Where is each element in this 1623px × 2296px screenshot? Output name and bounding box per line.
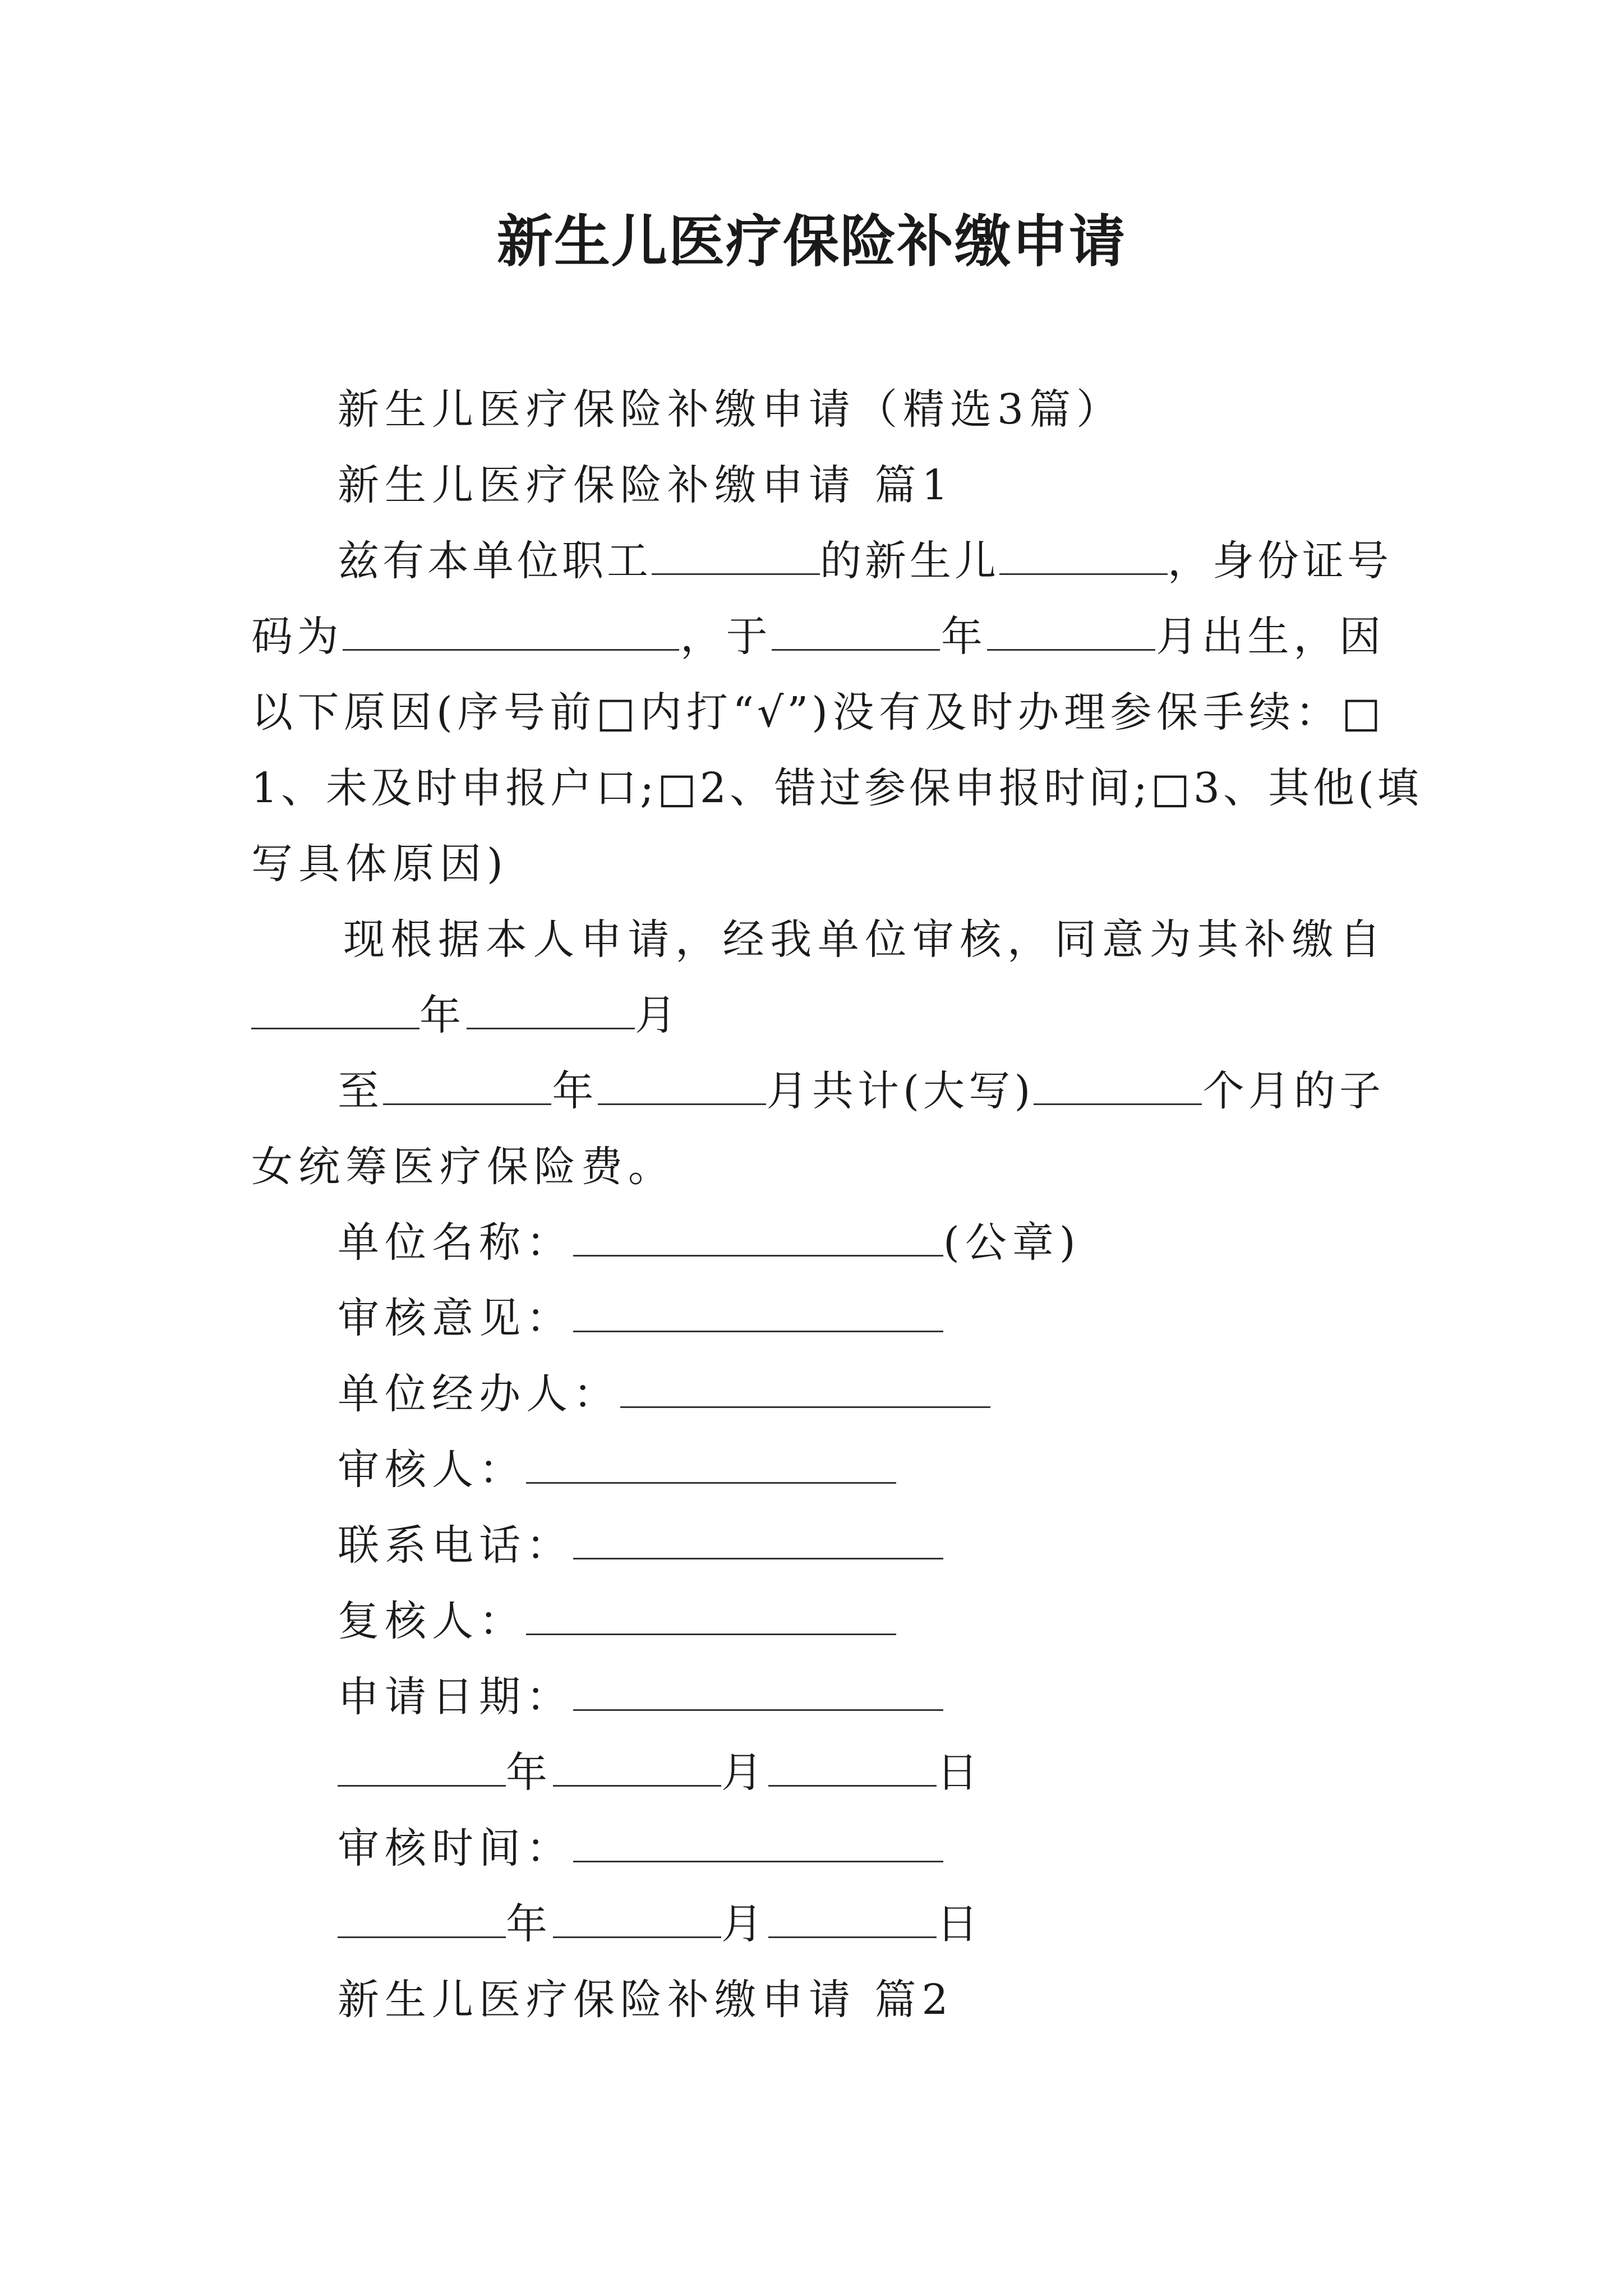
unit-name-row [338,1214,1081,1271]
apply-day-blank[interactable] [768,1745,937,1787]
month-count-blank[interactable] [1034,1063,1202,1105]
review-time-label: 审核时间： [338,1824,573,1872]
phone-blank[interactable] [573,1517,943,1559]
unit-name-blank[interactable] [573,1214,943,1257]
rechecker-row [338,1593,896,1649]
para1-line3: 以下原因(序号前□内打“√”)没有及时办理参保手续：□ [251,688,1384,737]
review-time-blank[interactable] [573,1820,943,1862]
apply-date-label: 申请日期： [338,1673,573,1721]
end-month-blank[interactable] [598,1063,766,1105]
para1-line4: 1、未及时申报户口;□2、错过参保申报时间;□3、其他(填 [251,764,1422,812]
end-year-blank[interactable] [383,1063,551,1105]
review-opinion-blank[interactable] [573,1290,943,1332]
day-label: 日 [937,1749,984,1797]
para3-text: 月共计(大写) [766,1067,1034,1115]
para3-text: 个月的子 [1202,1067,1385,1115]
apply-month-blank[interactable] [553,1745,721,1787]
unit-handler-blank[interactable] [620,1366,990,1408]
birth-month-blank[interactable] [987,609,1155,651]
para3-text: 年 [551,1067,598,1115]
unit-handler-label: 单位经办人： [338,1370,620,1418]
para3-text: 至 [338,1067,384,1115]
review-year-blank[interactable] [338,1896,506,1938]
start-year-blank[interactable] [251,987,419,1029]
para3-line1 [338,1063,1384,1119]
reviewer-row [338,1442,896,1498]
apply-date-blank[interactable] [573,1669,943,1711]
reviewer-label: 审核人： [338,1446,526,1494]
month-label: 月 [721,1900,768,1948]
phone-row [338,1517,943,1573]
review-time-ymd-row [338,1896,984,1952]
seal-label: (公章) [943,1218,1081,1267]
para1-line1 [338,533,1392,589]
apply-date-row [338,1669,943,1725]
phone-label: 联系电话： [338,1521,573,1570]
year-label: 年 [506,1900,553,1948]
review-day-blank[interactable] [768,1896,937,1938]
para2-line2 [251,987,682,1043]
para1-text: 码为 [251,613,343,661]
subtitle: 新生儿医疗保险补缴申请（精选3篇） [338,385,1124,434]
rechecker-label: 复核人： [338,1597,526,1645]
reviewer-blank[interactable] [526,1442,896,1484]
para1-line2 [251,609,1384,665]
part1-heading: 新生儿医疗保险补缴申请 篇1 [338,461,954,509]
para1-text: ，身份证号 [1168,537,1392,585]
para1-line5: 写具体原因) [251,840,509,888]
para2-text: 年 [419,991,467,1039]
unit-name-label: 单位名称： [338,1218,573,1267]
unit-handler-row [338,1366,990,1422]
para1-text: 兹有本单位职工 [338,537,652,585]
para1-text: ，于 [679,613,772,661]
review-time-row [338,1820,943,1876]
id-number-blank[interactable] [343,609,679,651]
para2-text: 月 [635,991,682,1039]
start-month-blank[interactable] [467,987,635,1029]
day-label: 日 [937,1900,984,1948]
year-label: 年 [506,1749,553,1797]
document-title: 新生儿医疗保险补缴申请 [497,208,1126,274]
part2-heading: 新生儿医疗保险补缴申请 篇2 [338,1976,954,2024]
review-month-blank[interactable] [553,1896,721,1938]
birth-year-blank[interactable] [772,609,940,651]
month-label: 月 [721,1749,768,1797]
para2-line1: 现根据本人申请，经我单位审核，同意为其补缴自 [343,915,1384,964]
newborn-name-blank[interactable] [999,533,1168,575]
para1-text: 月出生，因 [1155,613,1385,661]
para3-line2: 女统筹医疗保险费。 [251,1143,675,1191]
para1-text: 年 [940,613,987,661]
apply-year-blank[interactable] [338,1745,506,1787]
rechecker-blank[interactable] [526,1593,896,1635]
para1-text: 的新生儿 [820,537,999,585]
employee-name-blank[interactable] [652,533,820,575]
apply-date-ymd-row [338,1745,984,1801]
review-opinion-row [338,1290,943,1346]
review-opinion-label: 审核意见： [338,1294,573,1342]
